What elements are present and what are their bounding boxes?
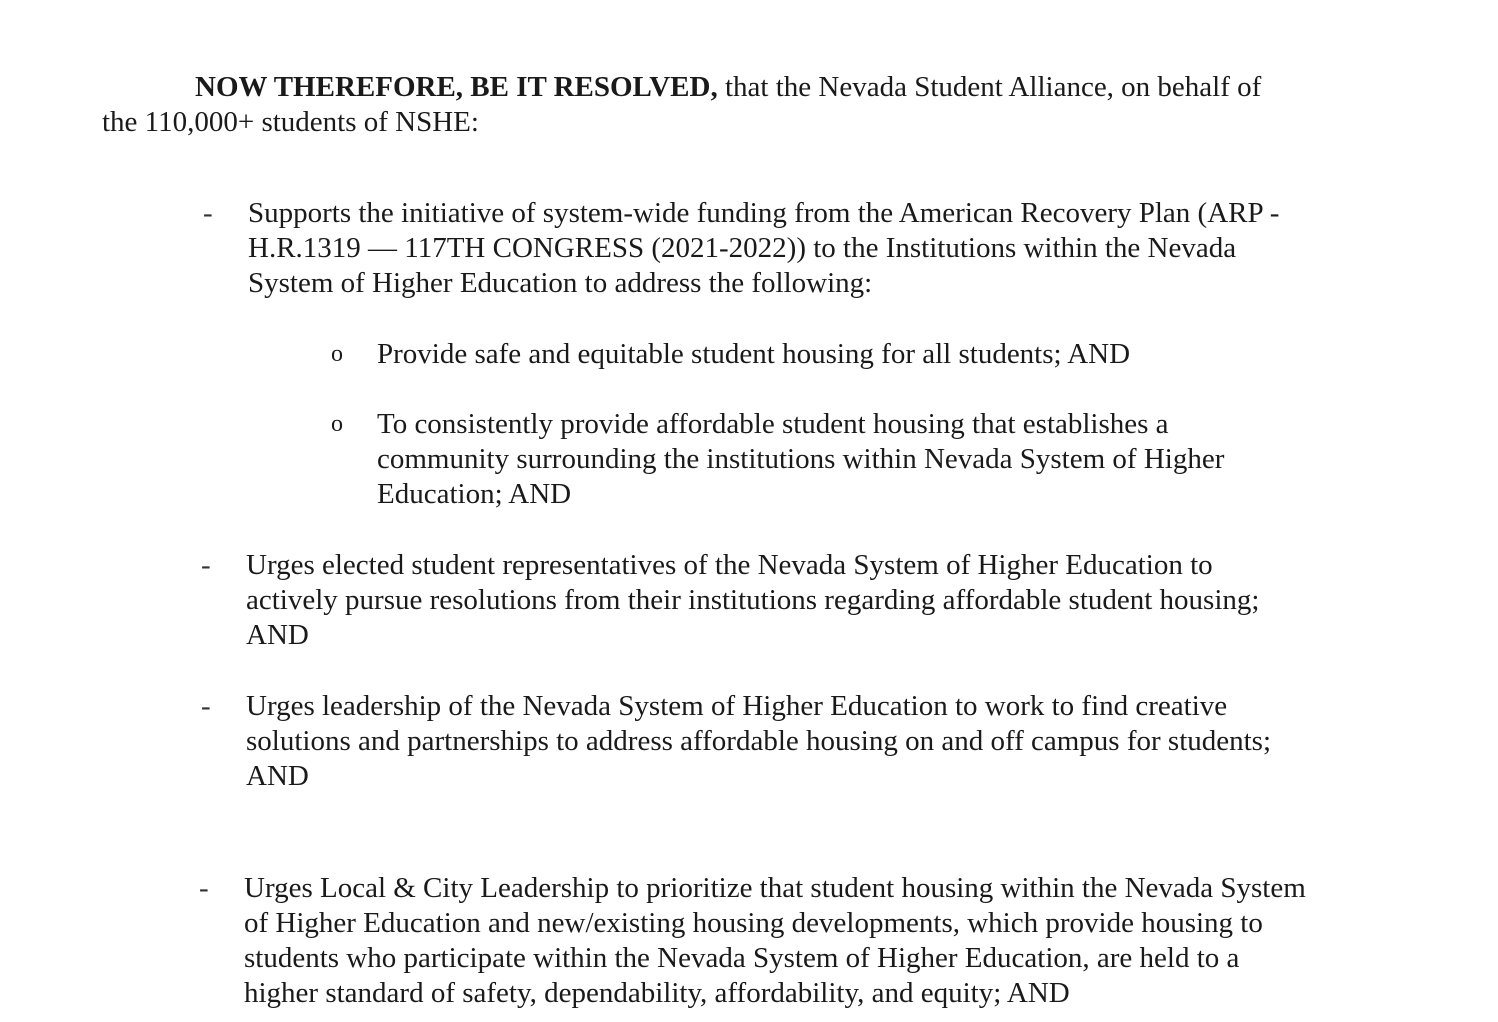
- resolution-intro-text: that the Nevada Student Alliance, on behalf of the 110,000+ students of NSHE:: [102, 71, 1262, 138]
- dash-bullet-icon: -: [203, 197, 213, 229]
- resolution-intro: [102, 70, 1302, 140]
- resolution-item-text: Urges Local & City Leadership to prioritize that student housing within the Nevada System of Higher Education and new/existing housing developments, which provide housing to students who participate within the Nevada System of Higher Education, are held to a higher standard of safety, dependability, affordability, and equity; AND: [244, 872, 1306, 1009]
- resolution-item-text: Urges leadership of the Nevada System of Higher Education to work to find creative solutions and partnerships to address affordable housing on and off campus for students; AND: [246, 690, 1272, 792]
- resolution-intro-bold: NOW THEREFORE, BE IT RESOLVED,: [195, 71, 718, 103]
- sub-item-affordable-housing: [331, 407, 1307, 512]
- resolution-item-representatives: [201, 548, 1306, 653]
- dash-bullet-icon: -: [201, 549, 211, 581]
- circle-bullet-icon: o: [331, 411, 343, 437]
- sub-item-text: Provide safe and equitable student housing for all students; AND: [377, 338, 1131, 370]
- sub-item-text: To consistently provide affordable student housing that establishes a community surrounding the institutions within Nevada System of Higher Education; AND: [377, 408, 1225, 510]
- resolution-item-text: Supports the initiative of system-wide funding from the American Recovery Plan (ARP - H.R.1319 — 117TH CONGRESS (2021-2022)) to the Institutions within the Nevada System of Higher Education to address the following:: [248, 197, 1280, 299]
- dash-bullet-icon: -: [199, 872, 209, 904]
- circle-bullet-icon: o: [331, 341, 343, 367]
- dash-bullet-icon: -: [201, 690, 211, 722]
- resolution-item-funding: [203, 196, 1308, 301]
- resolution-item-leadership: [201, 689, 1306, 794]
- sub-item-safe-housing: [331, 337, 1307, 372]
- resolution-item-text: Urges elected student representatives of the Nevada System of Higher Education to actively pursue resolutions from their institutions regarding affordable student housing; AND: [246, 549, 1260, 651]
- resolution-item-local-leadership: [199, 871, 1314, 1011]
